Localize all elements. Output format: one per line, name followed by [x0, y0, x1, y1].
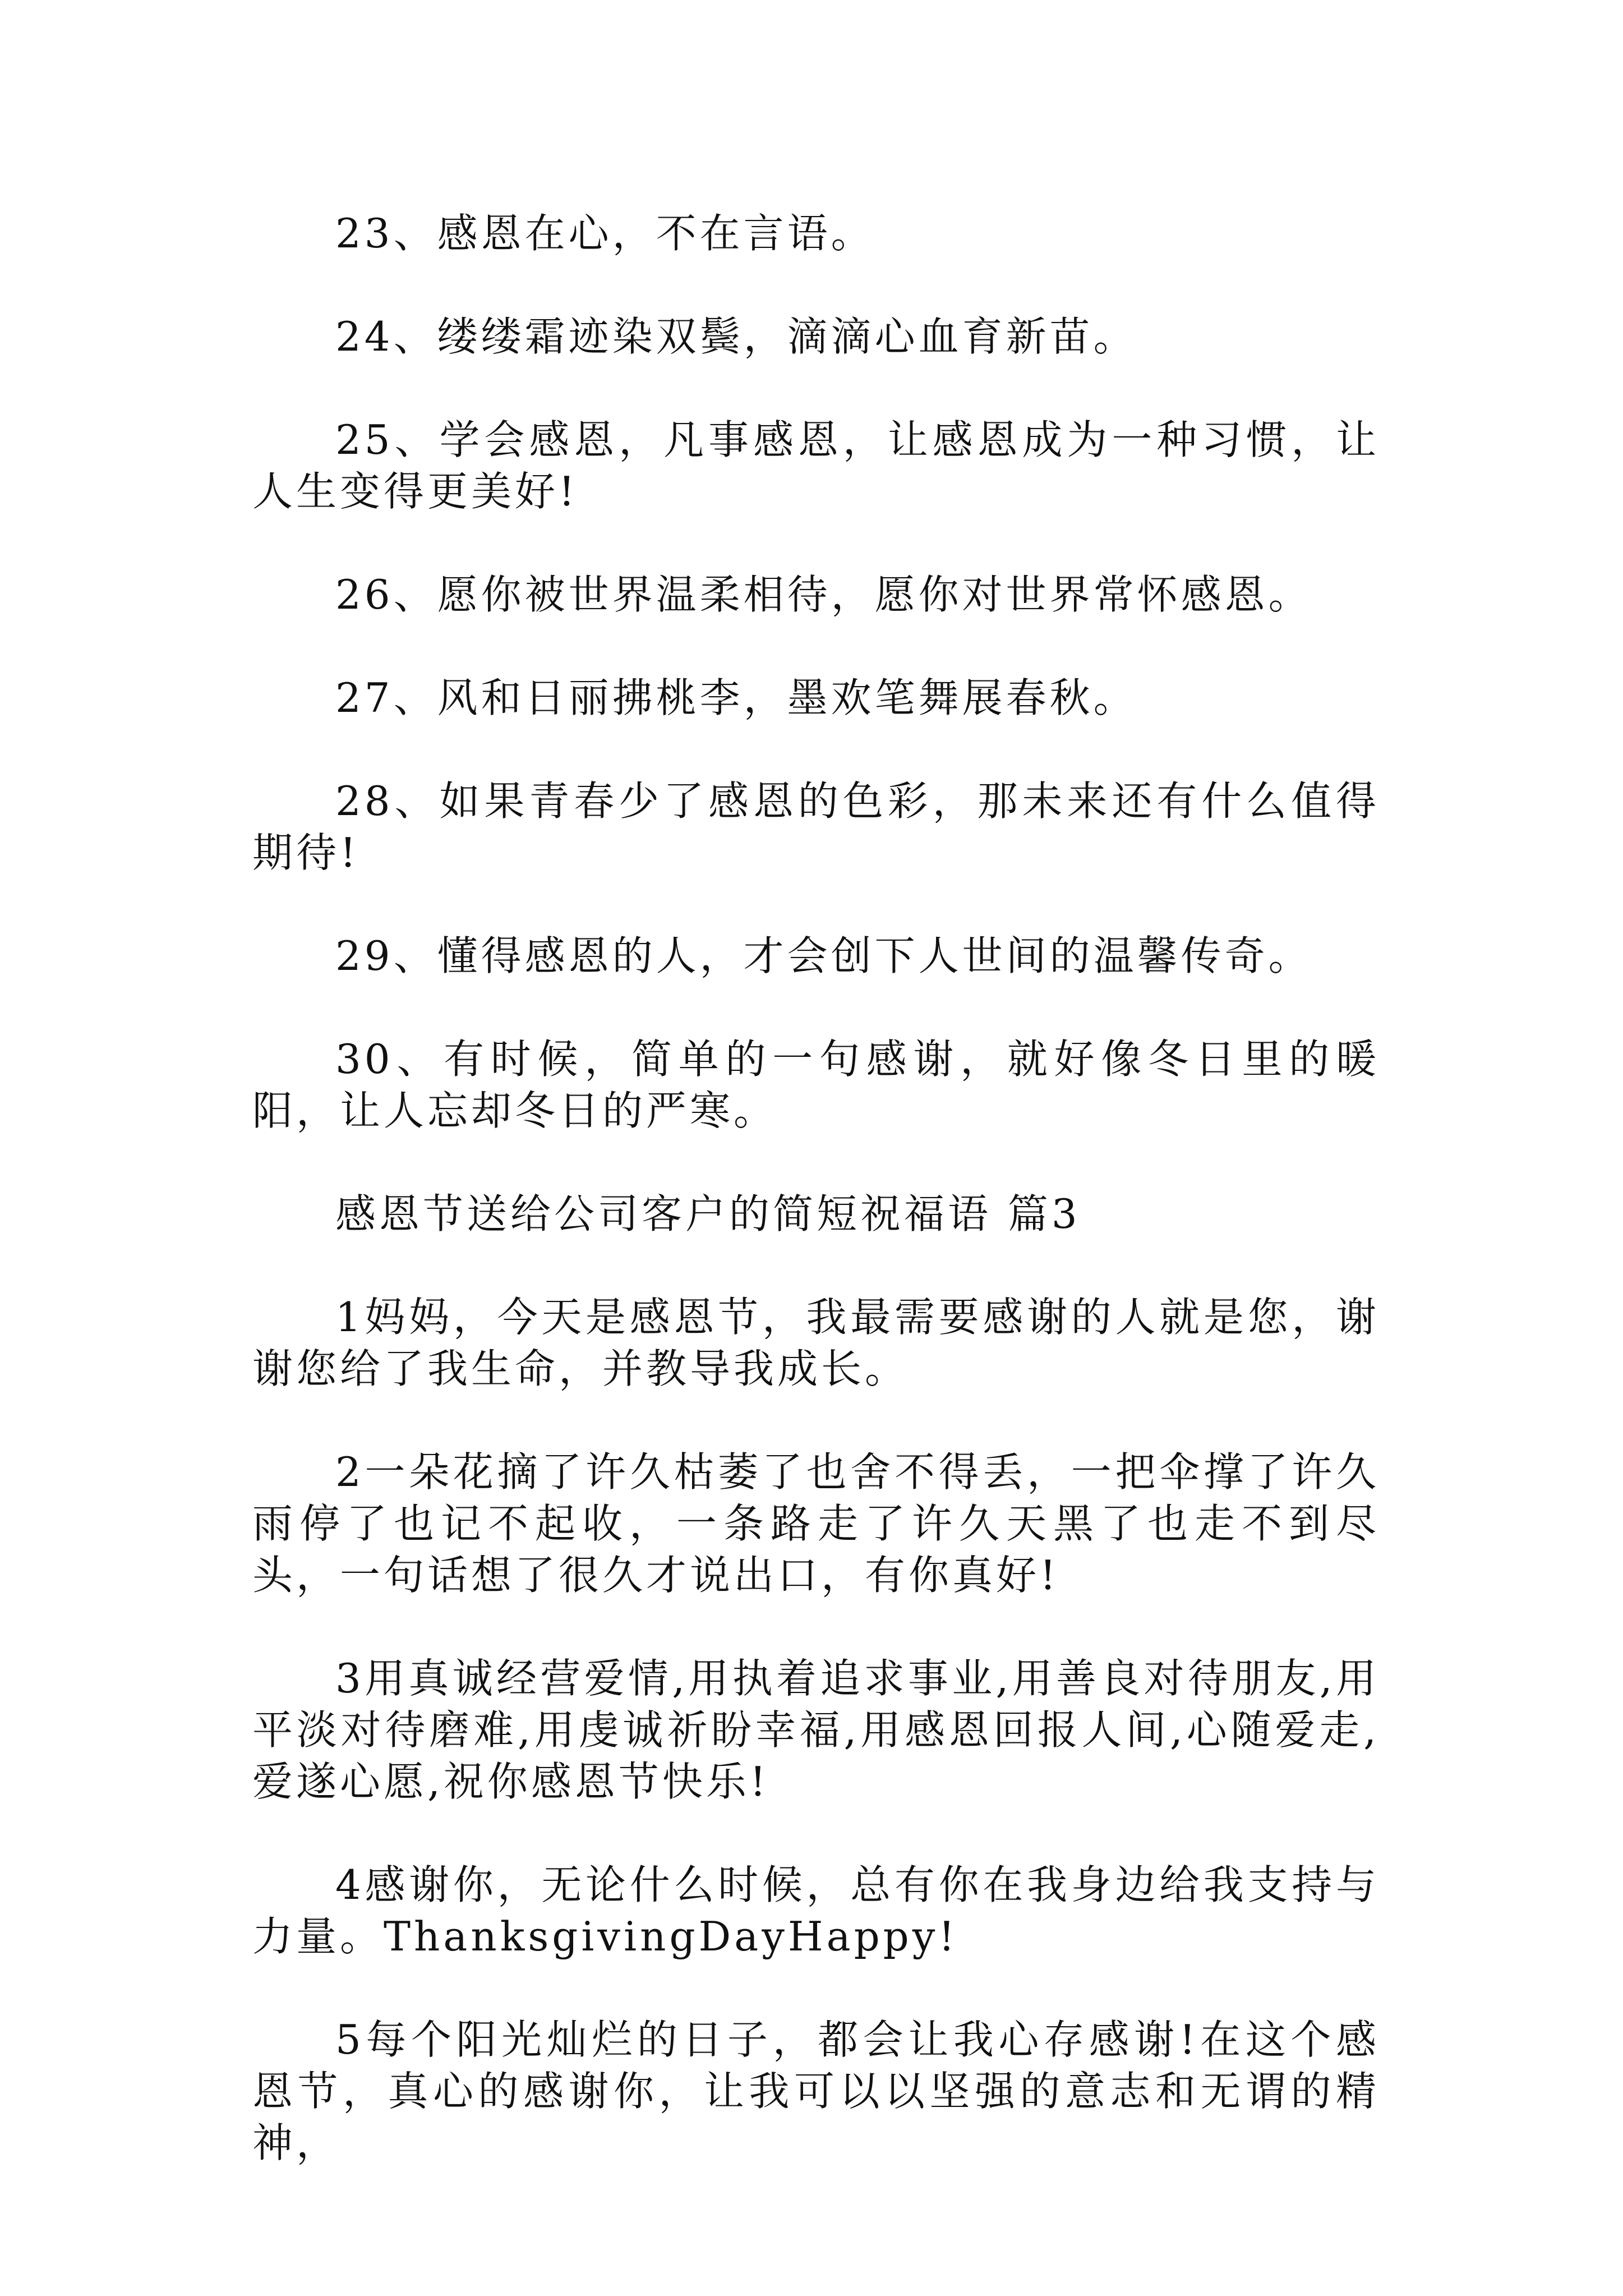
paragraph-29: 29、懂得感恩的人，才会创下人世间的温馨传奇。	[335, 932, 1312, 979]
paragraph-28: 28、如果青春少了感恩的色彩，那未来还有什么值得期待!	[252, 777, 1380, 876]
paragraph-4: 4感谢你，无论什么时候，总有你在我身边给我支持与力量。ThanksgivingDayHappy!	[252, 1861, 1380, 1960]
paragraph-27: 27、风和日丽拂桃李，墨欢笔舞展春秋。	[335, 674, 1137, 721]
paragraph-2: 2一朵花摘了许久枯萎了也舍不得丢，一把伞撑了许久雨停了也记不起收，一条路走了许久天黑了也走不到尽头，一句话想了很久才说出口，有你真好!	[252, 1448, 1380, 1599]
document-body	[252, 208, 1380, 2169]
section-heading: 感恩节送给公司客户的简短祝福语 篇3	[335, 1190, 1081, 1237]
paragraph-26: 26、愿你被世界温柔相待，愿你对世界常怀感恩。	[335, 571, 1312, 618]
paragraph-1: 1妈妈，今天是感恩节，我最需要感谢的人就是您，谢谢您给了我生命，并教导我成长。	[252, 1294, 1380, 1392]
paragraph-5: 5每个阳光灿烂的日子，都会让我心存感谢!在这个感恩节，真心的感谢你，让我可以以坚强的意志和无谓的精神，	[252, 2016, 1380, 2166]
paragraph-24: 24、缕缕霜迹染双鬓，滴滴心血育新苗。	[335, 313, 1137, 360]
paragraph-30: 30、有时候，简单的一句感谢，就好像冬日里的暖阳，让人忘却冬日的严寒。	[252, 1036, 1380, 1134]
paragraph-3: 3用真诚经营爱情,用执着追求事业,用善良对待朋友,用平淡对待磨难,用虔诚祈盼幸福,用感恩回报人间,心随爱走,爱遂心愿,祝你感恩节快乐!	[252, 1655, 1380, 1805]
paragraph-25: 25、学会感恩，凡事感恩，让感恩成为一种习惯，让人生变得更美好!	[252, 416, 1380, 515]
paragraph-23: 23、感恩在心，不在言语。	[335, 210, 875, 257]
